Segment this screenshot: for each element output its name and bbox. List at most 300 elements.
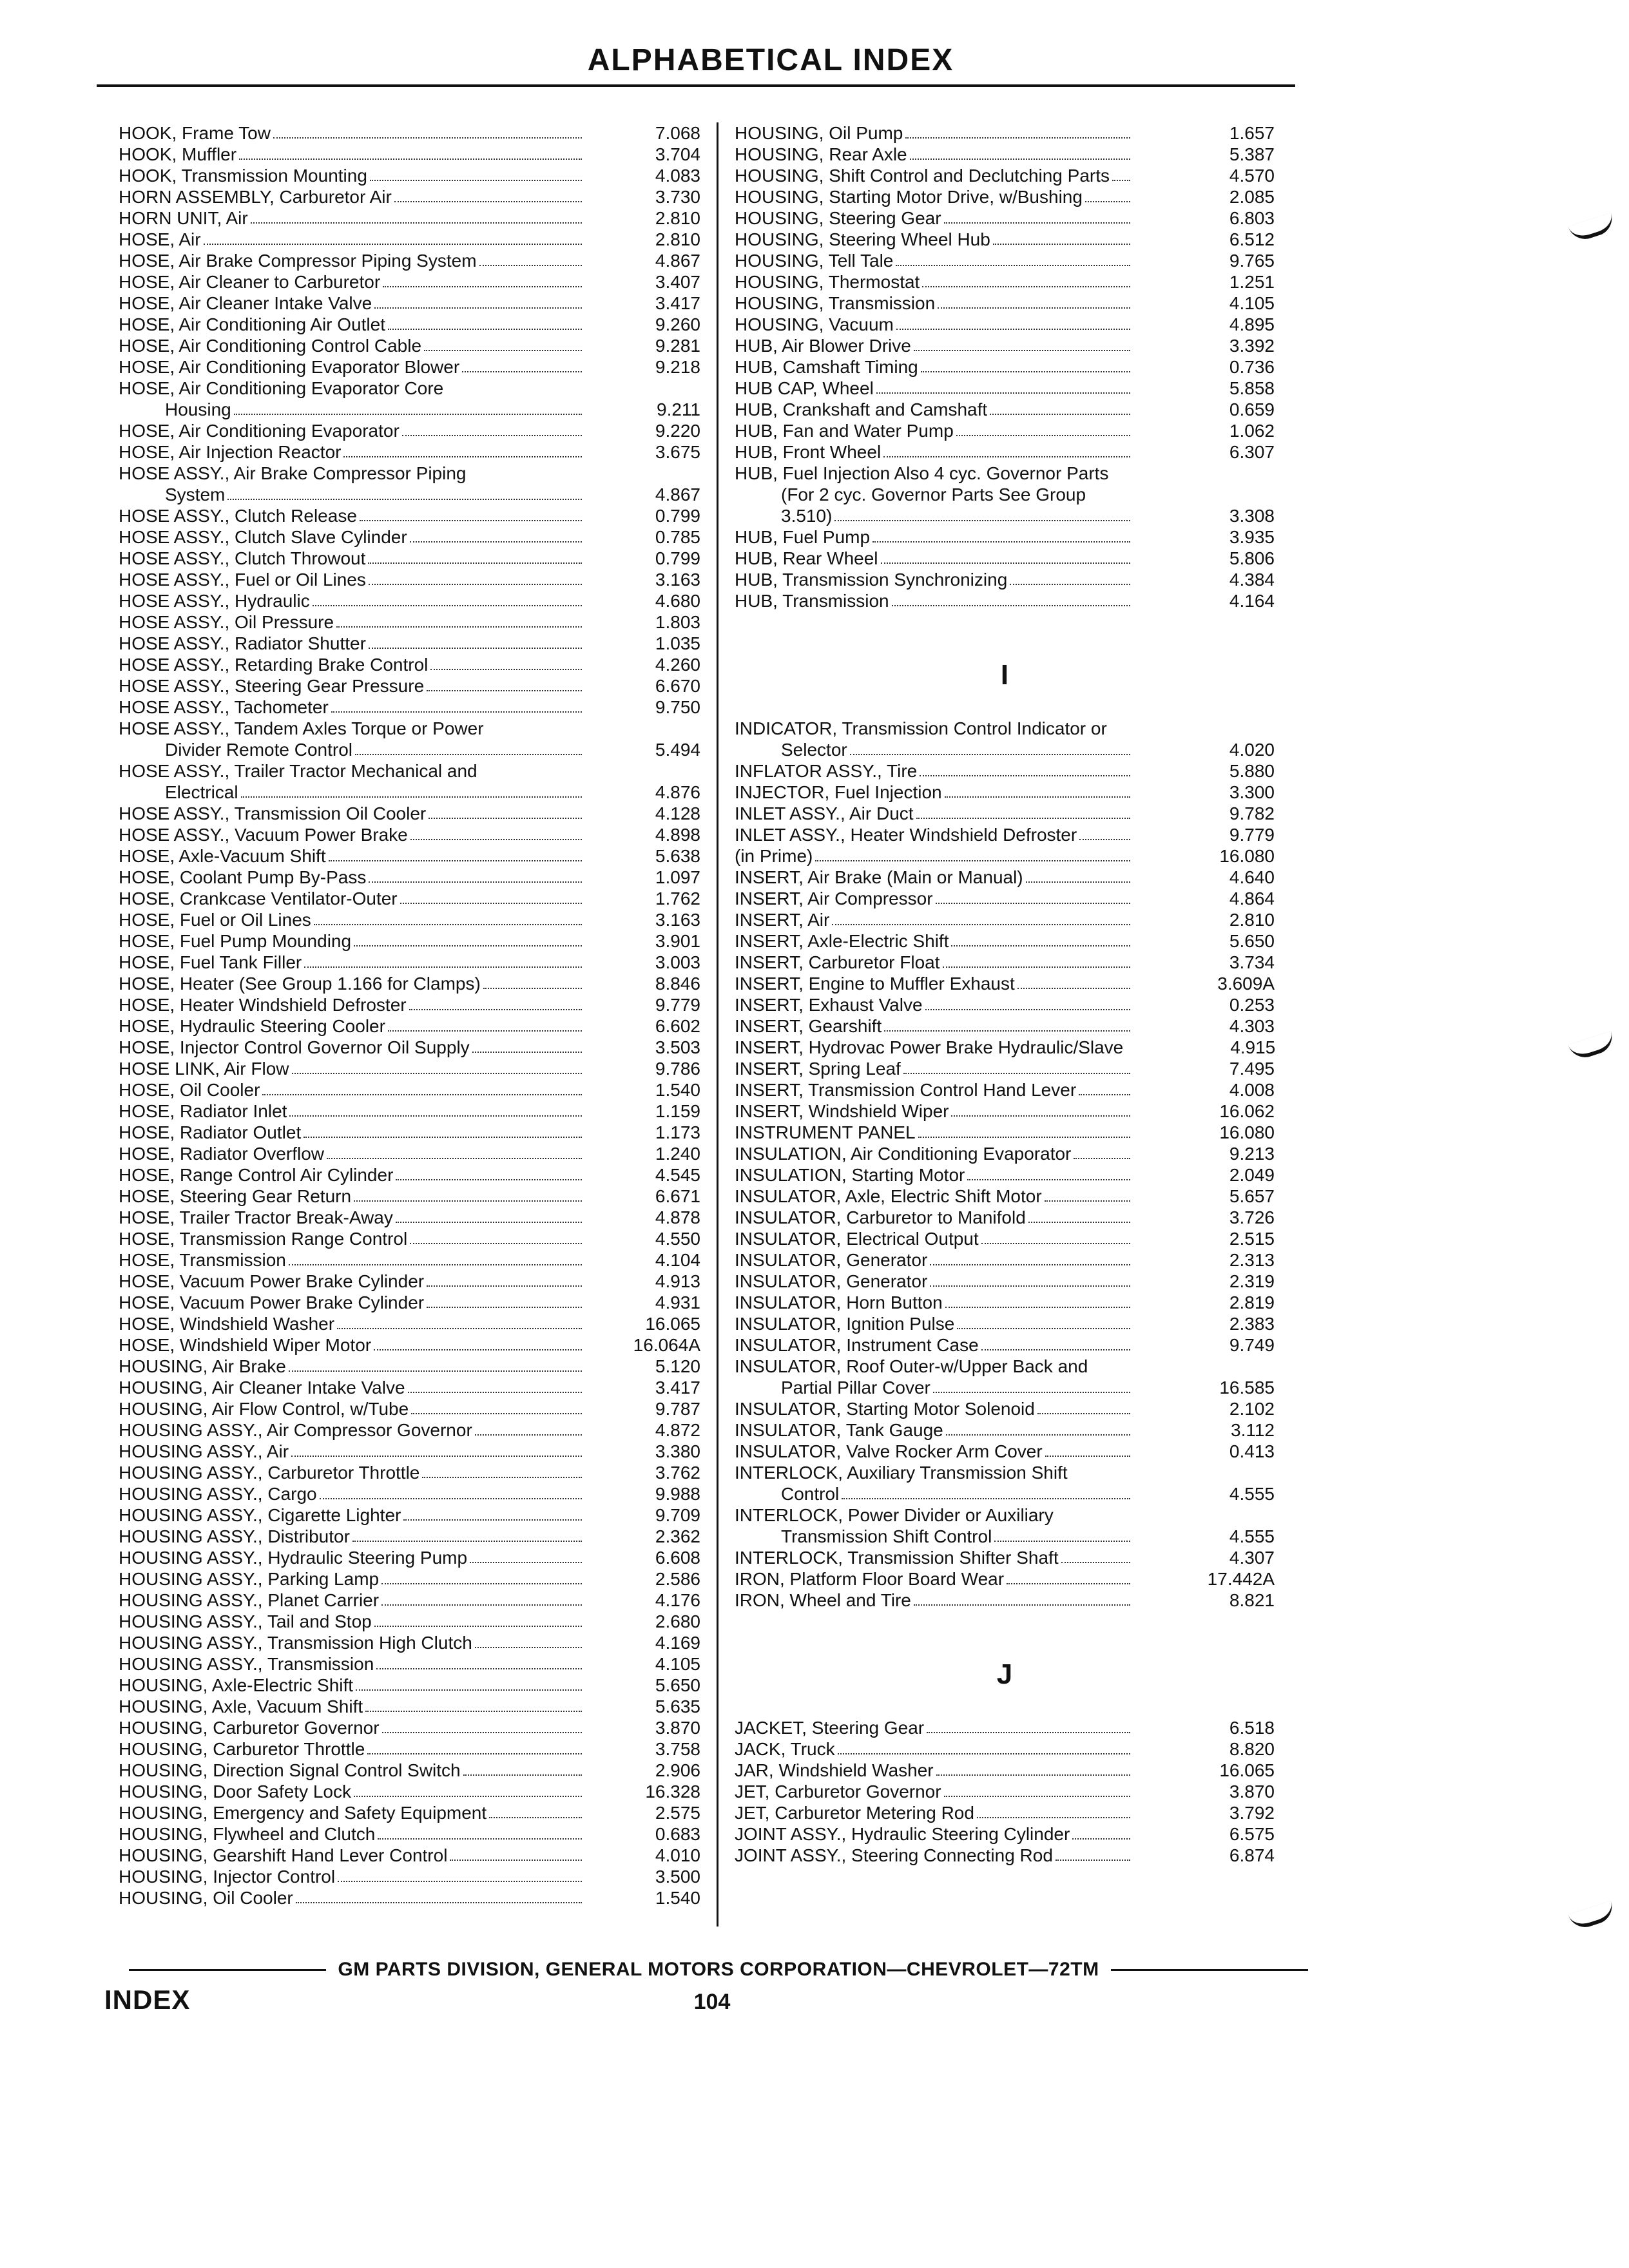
entry-description: HOUSING ASSY., Transmission High Clutch: [119, 1633, 472, 1653]
index-entry: [119, 1547, 700, 1568]
dot-leader: [938, 307, 1130, 309]
index-entry: [735, 186, 1275, 207]
entry-group-number: 16.080: [1219, 1122, 1275, 1142]
dot-leader: [273, 137, 582, 139]
entry-group-number: 3.704: [655, 144, 700, 164]
dot-leader: [374, 1626, 582, 1627]
entry-group-number: 4.307: [1229, 1548, 1275, 1568]
dot-leader: [343, 456, 582, 457]
entry-group-number: 1.540: [655, 1080, 700, 1100]
spacer: [735, 1611, 1275, 1632]
index-entry: [119, 1313, 700, 1334]
entry-description: HOUSING, Axle-Electric Shift: [119, 1675, 354, 1695]
entry-description: HOUSING, Air Brake: [119, 1356, 286, 1376]
index-entry: [735, 973, 1275, 994]
dot-leader: [1085, 201, 1130, 202]
entry-group-number: 1.657: [1229, 123, 1275, 143]
entry-description: HUB, Front Wheel: [735, 442, 882, 462]
index-entry: [735, 356, 1275, 378]
entry-description: HOSE, Transmission: [119, 1250, 286, 1270]
dot-leader: [914, 350, 1130, 351]
entry-group-number: 0.799: [655, 548, 700, 568]
index-entry: [735, 1377, 1275, 1398]
entry-group-number: 5.657: [1229, 1186, 1275, 1206]
entry-group-number: 5.650: [655, 1675, 700, 1695]
dot-leader: [320, 1498, 582, 1499]
index-entry: [735, 505, 1275, 526]
entry-group-number: 4.008: [1229, 1080, 1275, 1100]
entry-group-number: 4.083: [655, 166, 700, 186]
index-entry: [119, 760, 700, 782]
entry-description: (For 2 cyc. Governor Parts See Group: [781, 485, 1086, 505]
dot-leader: [292, 1073, 582, 1074]
entry-description: HOUSING, Rear Axle: [735, 144, 907, 164]
entry-description: INLET ASSY., Air Duct: [735, 803, 914, 823]
index-entry: [119, 611, 700, 633]
dot-leader: [892, 605, 1130, 606]
entry-group-number: 4.867: [655, 485, 700, 505]
entry-description: HOOK, Frame Tow: [119, 123, 271, 143]
entry-group-number: 3.762: [655, 1463, 700, 1483]
dot-leader: [842, 1498, 1130, 1499]
dot-leader: [930, 1285, 1130, 1287]
entry-group-number: 3.500: [655, 1867, 700, 1887]
entry-group-number: 2.515: [1229, 1229, 1275, 1249]
entry-group-number: 3.380: [655, 1441, 700, 1461]
entry-description: INSULATOR, Roof Outer-w/Upper Back and: [735, 1356, 1088, 1376]
index-entry: [119, 1377, 700, 1398]
index-entry: [735, 1483, 1275, 1504]
index-entry: [735, 293, 1275, 314]
index-entry: [119, 697, 700, 718]
entry-description: INSULATOR, Starting Motor Solenoid: [735, 1399, 1035, 1419]
entry-description: HOSE, Heater Windshield Defroster: [119, 995, 407, 1015]
index-entry: [119, 1419, 700, 1441]
index-entry: [119, 675, 700, 697]
entry-description: HOUSING ASSY., Air Compressor Governor: [119, 1420, 472, 1440]
dot-leader: [368, 562, 582, 564]
entry-description: INJECTOR, Fuel Injection: [735, 782, 942, 802]
dot-leader: [951, 1115, 1130, 1117]
entry-description: HOSE, Radiator Outlet: [119, 1122, 302, 1142]
entry-description: HOSE, Air Injection Reactor: [119, 442, 342, 462]
index-entry: [735, 760, 1275, 782]
entry-description: HOUSING ASSY., Cargo: [119, 1484, 317, 1504]
entry-group-number: 9.750: [655, 697, 700, 717]
dot-leader: [944, 1796, 1130, 1797]
entry-description: JAR, Windshield Washer: [735, 1760, 934, 1780]
entry-description: HOSE, Windshield Wiper Motor: [119, 1335, 372, 1355]
index-entry: [119, 250, 700, 271]
dot-leader: [838, 1753, 1130, 1754]
index-entry: [735, 463, 1275, 484]
entry-group-number: 6.307: [1229, 442, 1275, 462]
index-entry: [119, 1568, 700, 1590]
dot-leader: [479, 265, 582, 266]
entry-group-number: 5.858: [1229, 378, 1275, 398]
entry-group-number: 2.810: [655, 208, 700, 228]
section-letter-i: I: [1000, 659, 1009, 691]
entry-description: HOUSING ASSY., Tail and Stop: [119, 1611, 372, 1631]
dot-leader: [1061, 1562, 1130, 1563]
entry-description: HOSE, Air Conditioning Evaporator: [119, 421, 400, 441]
dot-leader: [990, 414, 1130, 415]
entry-group-number: 4.864: [1229, 889, 1275, 908]
entry-group-number: 16.064A: [633, 1335, 700, 1355]
index-entry: [119, 718, 700, 739]
index-entry: [735, 1186, 1275, 1207]
dot-leader: [354, 945, 582, 947]
entry-description: HORN ASSEMBLY, Carburetor Air: [119, 187, 392, 207]
dot-leader: [378, 1838, 582, 1840]
dot-leader: [367, 1753, 582, 1754]
index-entry: [119, 930, 700, 952]
entry-group-number: 16.062: [1219, 1101, 1275, 1121]
index-entry: [119, 590, 700, 611]
dot-leader: [304, 1137, 582, 1138]
entry-group-number: 2.680: [655, 1611, 700, 1631]
entry-description: HOUSING, Shift Control and Declutching Parts: [735, 166, 1110, 186]
entry-group-number: 16.585: [1219, 1378, 1275, 1398]
entry-group-number: 0.659: [1229, 399, 1275, 419]
dot-leader: [951, 945, 1130, 947]
entry-description: HOSE, Axle-Vacuum Shift: [119, 846, 326, 866]
entry-description: HOSE, Radiator Overflow: [119, 1144, 324, 1164]
entry-description: HUB, Crankshaft and Camshaft: [735, 399, 988, 419]
index-entry: [119, 1802, 700, 1823]
dot-leader: [925, 1009, 1130, 1010]
entry-group-number: 9.779: [655, 995, 700, 1015]
index-entry: [119, 1015, 700, 1037]
entry-description: HOSE, Air Conditioning Evaporator Core: [119, 378, 444, 398]
index-entry: [119, 1526, 700, 1547]
dot-leader: [327, 1158, 582, 1159]
entry-description: INSERT, Axle-Electric Shift: [735, 931, 949, 951]
index-entry: [119, 633, 700, 654]
dot-leader: [1079, 839, 1130, 840]
entry-group-number: 3.870: [655, 1718, 700, 1738]
index-entry: [119, 463, 700, 484]
entry-group-number: 4.164: [1229, 591, 1275, 611]
index-entry: [735, 994, 1275, 1015]
entry-group-number: 9.786: [655, 1059, 700, 1079]
entry-description: INSERT, Carburetor Float: [735, 952, 940, 972]
entry-description: INSULATOR, Horn Button: [735, 1293, 943, 1312]
dot-leader: [388, 329, 582, 330]
entry-description: HOUSING ASSY., Carburetor Throttle: [119, 1463, 420, 1483]
entry-group-number: 0.253: [1229, 995, 1275, 1015]
entry-description: IRON, Platform Floor Board Wear: [735, 1569, 1005, 1589]
index-entry: [735, 1504, 1275, 1526]
entry-group-number: 4.176: [655, 1590, 700, 1610]
dot-leader: [422, 1477, 582, 1478]
dot-leader: [921, 371, 1130, 372]
entry-group-number: 6.874: [1229, 1845, 1275, 1865]
entry-group-number: 4.876: [655, 782, 700, 802]
dot-leader: [369, 881, 582, 883]
index-entry: [735, 1249, 1275, 1271]
entry-description: HOSE ASSY., Hydraulic: [119, 591, 310, 611]
dot-leader: [291, 1456, 582, 1457]
entry-group-number: 3.870: [1229, 1782, 1275, 1802]
index-entry: [119, 229, 700, 250]
index-entry: [735, 441, 1275, 463]
entry-group-number: 2.085: [1229, 187, 1275, 207]
dot-leader: [331, 711, 582, 713]
entry-group-number: 4.010: [655, 1845, 700, 1865]
entry-group-number: 9.213: [1229, 1144, 1275, 1164]
index-entry: [735, 1015, 1275, 1037]
entry-group-number: 6.512: [1229, 229, 1275, 249]
index-entry: [119, 909, 700, 930]
index-entry: [735, 1590, 1275, 1611]
dot-leader: [338, 1881, 582, 1882]
entry-description: HOSE, Air Brake Compressor Piping System: [119, 251, 477, 271]
entry-group-number: 3.407: [655, 272, 700, 292]
index-entry: [119, 1675, 700, 1696]
entry-group-number: 3.792: [1229, 1803, 1275, 1823]
entry-description: Selector: [781, 740, 847, 760]
entry-group-number: 3.734: [1229, 952, 1275, 972]
entry-group-number: 0.736: [1229, 357, 1275, 377]
entry-group-number: 9.281: [655, 336, 700, 356]
entry-description: HOSE, Vacuum Power Brake Cylinder: [119, 1293, 425, 1312]
index-entry: [735, 1823, 1275, 1845]
dot-leader: [815, 860, 1130, 861]
index-entry: [119, 186, 700, 207]
index-entry: [119, 399, 700, 420]
entry-group-number: 2.102: [1229, 1399, 1275, 1419]
entry-group-number: 1.097: [655, 867, 700, 887]
entry-description: INSULATOR, Ignition Pulse: [735, 1314, 955, 1334]
index-entry: [735, 1122, 1275, 1143]
dot-leader: [408, 1392, 582, 1393]
dot-leader: [410, 541, 582, 543]
entry-description: HOUSING, Steering Gear: [735, 208, 941, 228]
h-entries-list: [735, 122, 1275, 611]
dot-leader: [945, 1307, 1130, 1308]
index-entry: [119, 505, 700, 526]
dot-leader: [410, 839, 582, 840]
entry-group-number: 1.251: [1229, 272, 1275, 292]
entry-description: Transmission Shift Control: [781, 1526, 992, 1546]
index-entry: [119, 1738, 700, 1760]
entry-description: INSULATOR, Generator: [735, 1271, 928, 1291]
index-entry: [735, 144, 1275, 165]
index-entry: [119, 122, 700, 144]
entry-group-number: 5.387: [1229, 144, 1275, 164]
entry-description: HOSE ASSY., Clutch Release: [119, 506, 357, 526]
index-entry: [735, 165, 1275, 186]
entry-group-number: 6.602: [655, 1016, 700, 1036]
entry-group-number: 4.260: [655, 655, 700, 675]
entry-description: HOSE LINK, Air Flow: [119, 1059, 289, 1079]
dot-leader: [262, 1094, 582, 1095]
index-entry: [119, 952, 700, 973]
entry-description: INFLATOR ASSY., Tire: [735, 761, 918, 781]
entry-description: HOSE ASSY., Transmission Oil Cooler: [119, 803, 427, 823]
entry-group-number: 8.846: [655, 974, 700, 994]
dot-leader: [336, 626, 582, 628]
entry-description: HOUSING ASSY., Planet Carrier: [119, 1590, 380, 1610]
entry-group-number: 7.068: [655, 123, 700, 143]
index-entry: [119, 824, 700, 845]
entry-description: HOSE, Coolant Pump By-Pass: [119, 867, 367, 887]
index-entry: [735, 1100, 1275, 1122]
entry-description: INSULATOR, Carburetor to Manifold: [735, 1207, 1026, 1227]
entry-description: HOSE, Hydraulic Steering Cooler: [119, 1016, 385, 1036]
entry-group-number: 2.383: [1229, 1314, 1275, 1334]
entry-group-number: 3.730: [655, 187, 700, 207]
index-entry: [735, 1781, 1275, 1802]
entry-group-number: 1.173: [655, 1122, 700, 1142]
index-entry: [735, 1313, 1275, 1334]
dot-leader: [239, 159, 582, 160]
index-entry: [119, 973, 700, 994]
index-entry: [119, 548, 700, 569]
entry-description: HOSE, Air Conditioning Control Cable: [119, 336, 422, 356]
dot-leader: [403, 1519, 582, 1521]
dot-leader: [427, 1307, 582, 1308]
entry-group-number: 5.120: [655, 1356, 700, 1376]
entry-description: HUB, Air Blower Drive: [735, 336, 911, 356]
dot-leader: [832, 924, 1130, 925]
entry-description: HOSE, Air: [119, 229, 201, 249]
entry-group-number: 4.384: [1229, 570, 1275, 590]
entry-description: HOSE ASSY., Tachometer: [119, 697, 329, 717]
index-entry: [735, 569, 1275, 590]
dot-leader: [394, 201, 582, 202]
entry-description: HOSE ASSY., Clutch Throwout: [119, 548, 366, 568]
dot-leader: [936, 903, 1130, 904]
entry-description: INSULATOR, Axle, Electric Shift Motor: [735, 1186, 1042, 1206]
dot-leader: [354, 1796, 582, 1797]
entry-description: JOINT ASSY., Steering Connecting Rod: [735, 1845, 1053, 1865]
index-entry: [119, 271, 700, 293]
entry-group-number: 4.104: [655, 1250, 700, 1270]
dot-leader: [967, 1179, 1130, 1180]
index-entry: [735, 718, 1275, 739]
dot-leader: [927, 1732, 1130, 1733]
entry-description: HOUSING, Flywheel and Clutch: [119, 1824, 376, 1844]
entry-group-number: 2.575: [655, 1803, 700, 1823]
dot-leader: [483, 988, 582, 989]
index-entry: [735, 207, 1275, 229]
entry-group-number: 4.895: [1229, 314, 1275, 334]
dot-leader: [314, 924, 582, 925]
footer-rule-left: [129, 1969, 326, 1971]
entry-description: HOSE, Air Cleaner to Carburetor: [119, 272, 381, 292]
entry-group-number: 4.545: [655, 1165, 700, 1185]
dot-leader: [930, 1264, 1130, 1265]
entry-group-number: 9.779: [1229, 825, 1275, 845]
dot-leader: [981, 1349, 1130, 1350]
index-entry: [119, 1760, 700, 1781]
dot-leader: [411, 1413, 582, 1414]
entry-description: HOSE ASSY., Steering Gear Pressure: [119, 676, 425, 696]
entry-description: INSULATOR, Electrical Output: [735, 1229, 979, 1249]
entry-description: HOSE ASSY., Tandem Axles Torque or Power: [119, 718, 484, 738]
index-entry: [119, 1079, 700, 1100]
dot-leader: [1017, 988, 1130, 989]
entry-group-number: 1.540: [655, 1888, 700, 1908]
dot-leader: [381, 1583, 582, 1584]
entry-group-number: 0.683: [655, 1824, 700, 1844]
dot-leader: [883, 456, 1130, 457]
dot-leader: [241, 796, 582, 798]
dot-leader: [381, 1604, 582, 1606]
entry-description: INTERLOCK, Auxiliary Transmission Shift: [735, 1463, 1068, 1483]
entry-description: HOUSING ASSY., Air: [119, 1441, 289, 1461]
entry-description: HOSE ASSY., Vacuum Power Brake: [119, 825, 408, 845]
dot-leader: [1045, 1456, 1130, 1457]
dot-leader: [450, 1860, 582, 1861]
entry-description: HOUSING, Oil Pump: [735, 123, 903, 143]
entry-description: Divider Remote Control: [165, 740, 352, 760]
dot-leader: [977, 1817, 1130, 1818]
index-entry: [119, 1632, 700, 1653]
left-index-column: [119, 122, 700, 1908]
index-entry: [735, 548, 1275, 569]
index-entry: [735, 526, 1275, 548]
entry-description: HOSE, Fuel Pump Mounding: [119, 931, 352, 951]
dot-leader: [933, 1392, 1130, 1393]
entry-description: INSULATION, Starting Motor: [735, 1165, 965, 1185]
entry-description: INSULATOR, Valve Rocker Arm Cover: [735, 1441, 1043, 1461]
entry-description: HUB, Fuel Injection Also 4 cyc. Governor Parts: [735, 463, 1109, 483]
dot-leader: [470, 1562, 582, 1563]
dot-leader: [400, 903, 582, 904]
index-entry: [735, 1717, 1275, 1738]
entry-description: JOINT ASSY., Hydraulic Steering Cylinder: [735, 1824, 1070, 1844]
index-entry: [119, 1611, 700, 1632]
dot-leader: [896, 329, 1130, 330]
entry-description: Partial Pillar Cover: [781, 1378, 930, 1398]
dot-leader: [382, 1732, 582, 1733]
index-entry: [119, 378, 700, 399]
entry-description: HOUSING, Injector Control: [119, 1867, 336, 1887]
dot-leader: [337, 1328, 582, 1329]
dot-leader: [850, 754, 1130, 755]
dot-leader: [374, 307, 582, 309]
dot-leader: [360, 520, 582, 521]
index-entry: [735, 1845, 1275, 1866]
index-entry: [735, 314, 1275, 335]
index-entry: [119, 441, 700, 463]
index-entry: [735, 1356, 1275, 1377]
footer-publisher-text: GM PARTS DIVISION, GENERAL MOTORS CORPORATION—CHEVROLET—72TM: [338, 1959, 1099, 1980]
entry-description: HOSE, Fuel Tank Filler: [119, 952, 302, 972]
binder-hole-mark: [1568, 213, 1616, 244]
entry-group-number: 5.880: [1229, 761, 1275, 781]
dot-leader: [296, 1902, 582, 1903]
index-entry: [735, 1334, 1275, 1356]
index-entry: [119, 165, 700, 186]
dot-leader: [903, 1073, 1130, 1074]
entry-description: IRON, Wheel and Tire: [735, 1590, 911, 1610]
index-entry: [735, 1547, 1275, 1568]
index-entry: [119, 1781, 700, 1802]
index-entry: [735, 1419, 1275, 1441]
index-entry: [119, 1186, 700, 1207]
entry-description: INSERT, Gearshift: [735, 1016, 882, 1036]
dot-leader: [914, 1604, 1130, 1606]
entry-group-number: 16.065: [1219, 1760, 1275, 1780]
entry-group-number: 3.003: [655, 952, 700, 972]
dot-leader: [251, 222, 582, 224]
dot-leader: [475, 1434, 582, 1436]
entry-group-number: 5.806: [1229, 548, 1275, 568]
